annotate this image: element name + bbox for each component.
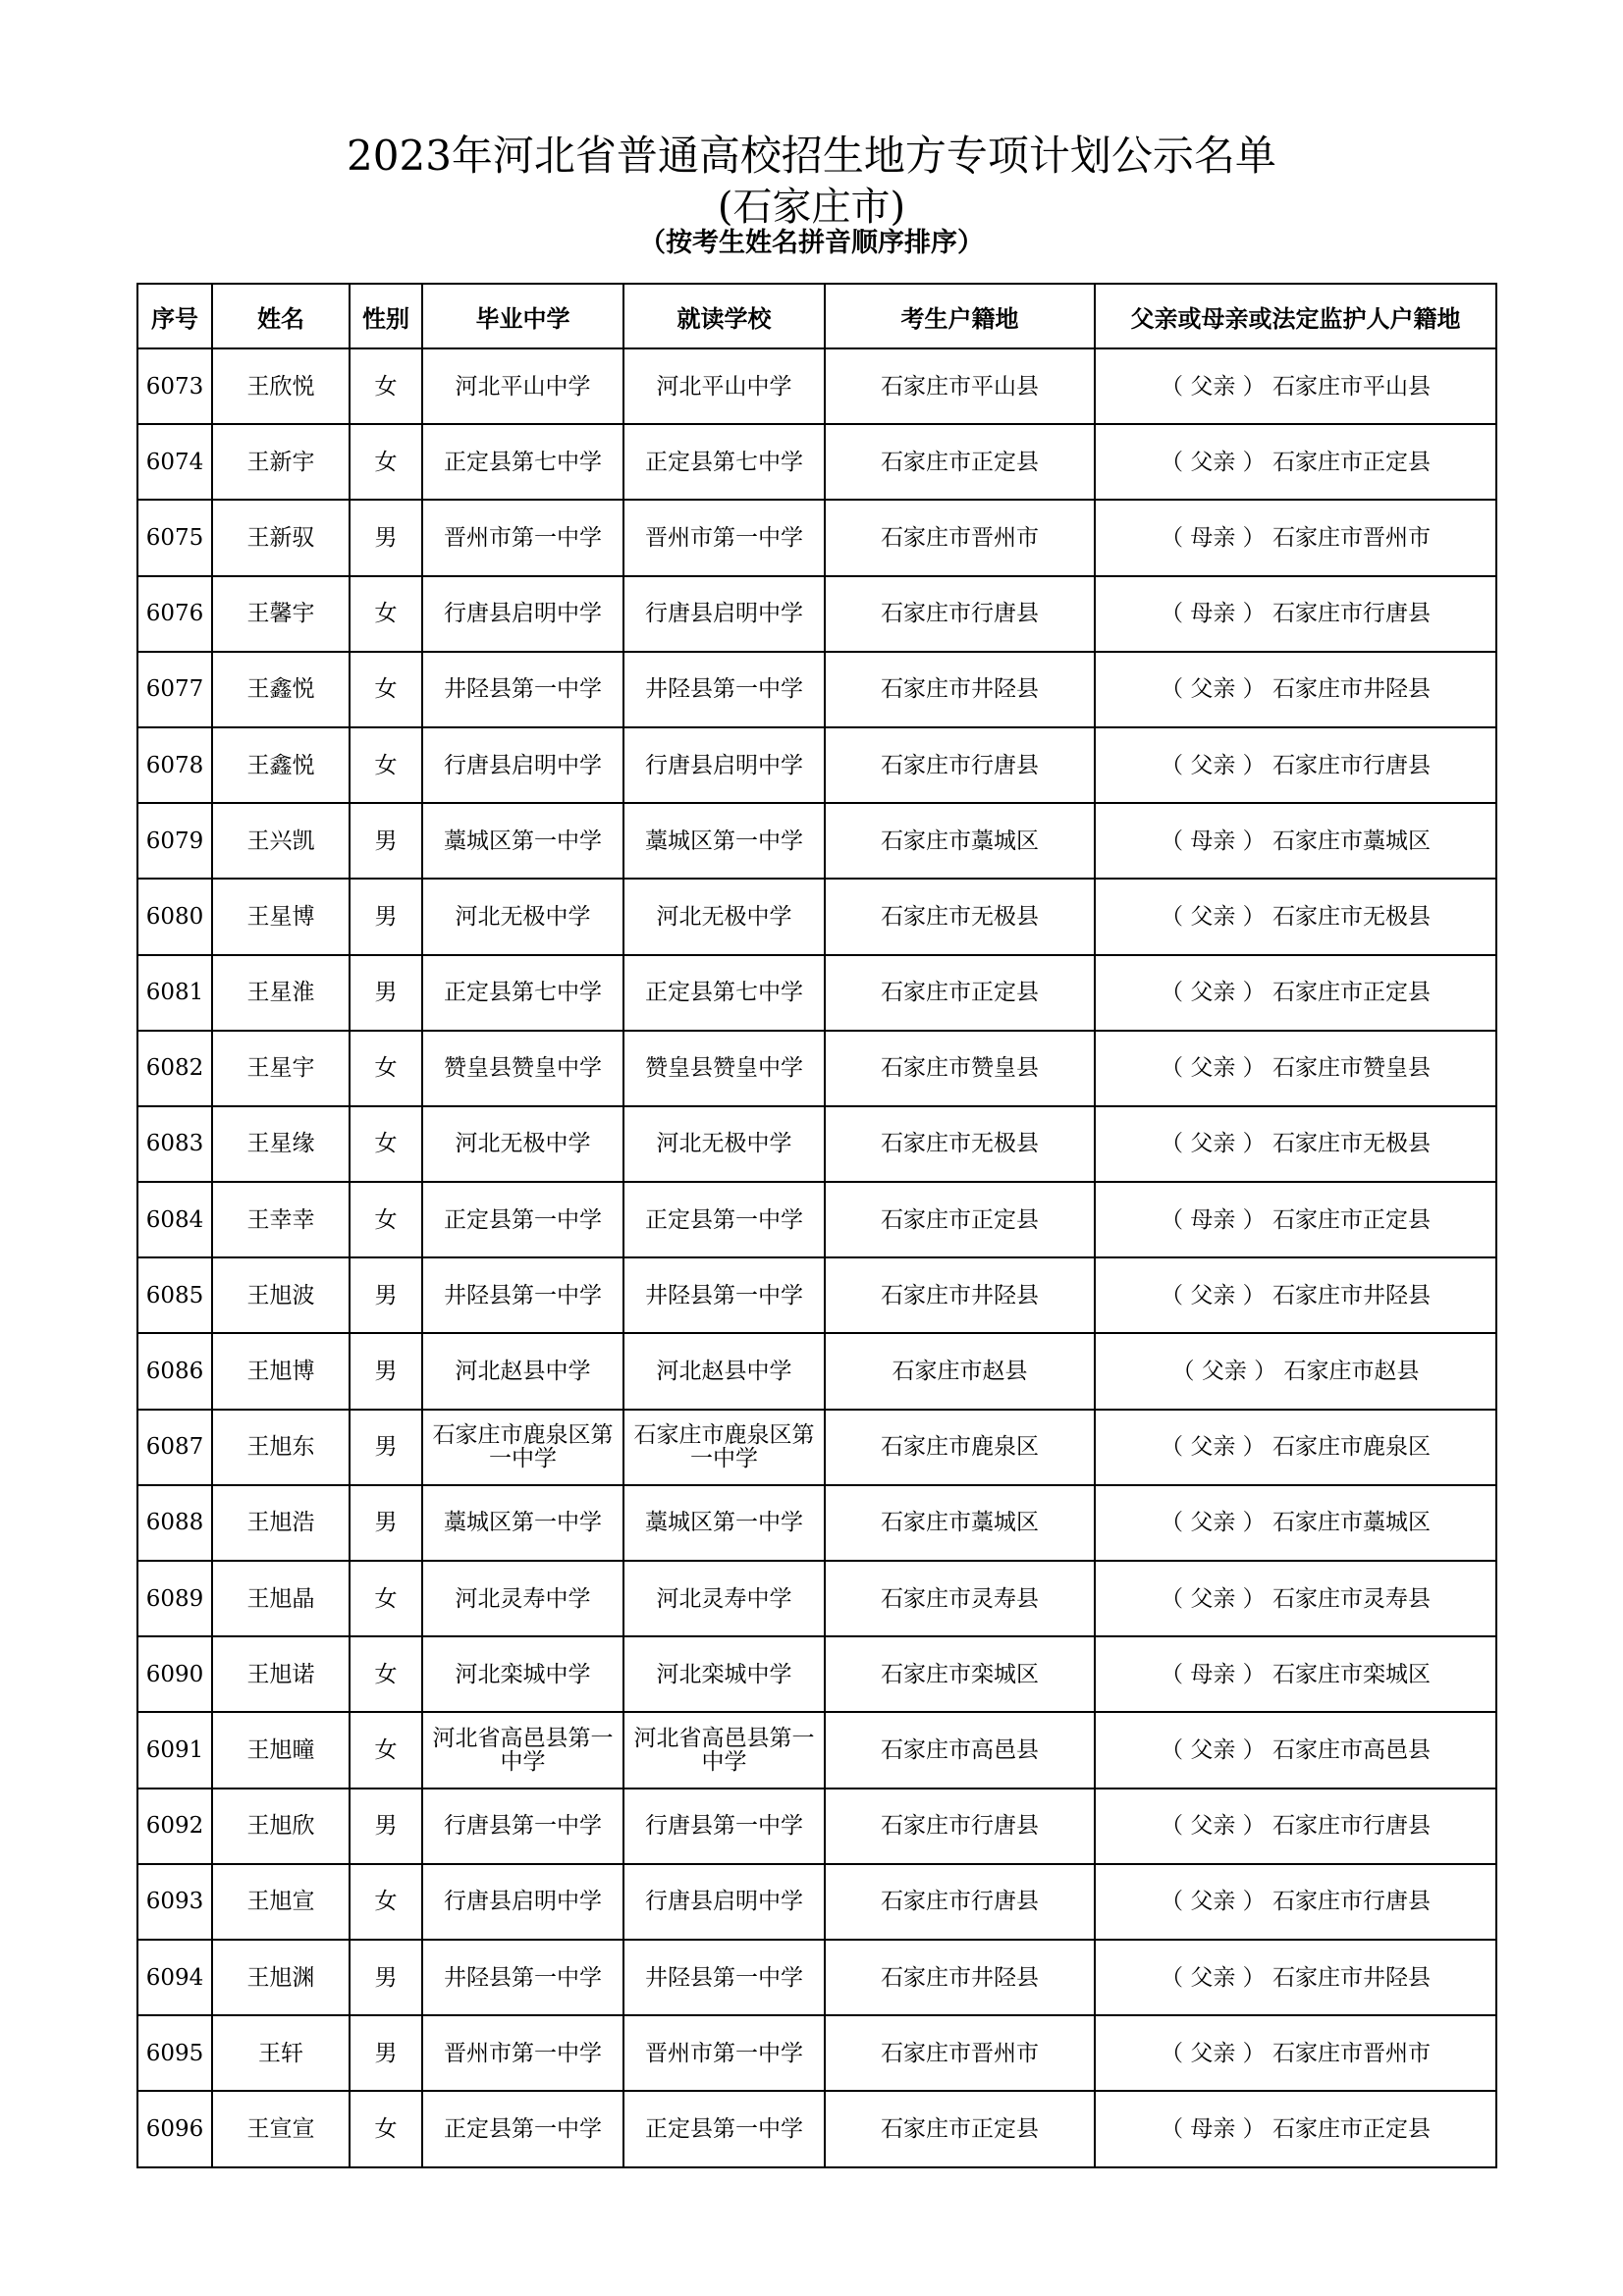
table-row (137, 1106, 1496, 1182)
cell-gender: 女 (350, 424, 422, 500)
candidate-table (136, 283, 1497, 2168)
cell-guardian-household: （ 母亲 ） 石家庄市藁城区 (1095, 803, 1496, 879)
cell-name: 王星缘 (212, 1106, 350, 1182)
cell-graduated-school: 藁城区第一中学 (422, 803, 623, 879)
cell-index: 6073 (137, 348, 212, 424)
cell-index: 6093 (137, 1864, 212, 1940)
cell-guardian-household: （ 父亲 ） 石家庄市晋州市 (1095, 2015, 1496, 2091)
cell-current-school: 行唐县第一中学 (623, 1789, 825, 1864)
table-row (137, 2015, 1496, 2091)
cell-gender: 女 (350, 727, 422, 803)
cell-name: 王星淮 (212, 955, 350, 1031)
cell-index: 6085 (137, 1257, 212, 1333)
cell-guardian-household: （ 父亲 ） 石家庄市灵寿县 (1095, 1561, 1496, 1636)
cell-name: 王鑫悦 (212, 652, 350, 727)
cell-guardian-household: （ 父亲 ） 石家庄市赵县 (1095, 1333, 1496, 1409)
cell-candidate-household: 石家庄市鹿泉区 (825, 1410, 1095, 1485)
cell-gender: 女 (350, 1712, 422, 1788)
cell-gender: 男 (350, 879, 422, 954)
cell-index: 6092 (137, 1789, 212, 1864)
cell-candidate-household: 石家庄市正定县 (825, 1182, 1095, 1257)
cell-current-school: 河北灵寿中学 (623, 1561, 825, 1636)
cell-candidate-household: 石家庄市行唐县 (825, 727, 1095, 803)
cell-gender: 男 (350, 2015, 422, 2091)
cell-graduated-school: 行唐县启明中学 (422, 727, 623, 803)
table-row (137, 2091, 1496, 2166)
cell-current-school: 井陉县第一中学 (623, 652, 825, 727)
cell-current-school: 藁城区第一中学 (623, 1485, 825, 1561)
cell-candidate-household: 石家庄市藁城区 (825, 1485, 1095, 1561)
cell-graduated-school: 河北省高邑县第一中学 (422, 1712, 623, 1788)
table-row (137, 424, 1496, 500)
cell-gender: 男 (350, 500, 422, 575)
cell-candidate-household: 石家庄市灵寿县 (825, 1561, 1095, 1636)
table-row (137, 500, 1496, 575)
cell-guardian-household: （ 父亲 ） 石家庄市井陉县 (1095, 1940, 1496, 2015)
cell-gender: 女 (350, 1636, 422, 1712)
cell-name: 王新宇 (212, 424, 350, 500)
cell-index: 6091 (137, 1712, 212, 1788)
cell-name: 王新驭 (212, 500, 350, 575)
cell-current-school: 赞皇县赞皇中学 (623, 1031, 825, 1106)
header-graduated-school: 毕业中学 (422, 284, 623, 348)
cell-candidate-household: 石家庄市正定县 (825, 955, 1095, 1031)
table-row (137, 879, 1496, 954)
table-row (137, 803, 1496, 879)
header-candidate-household: 考生户籍地 (825, 284, 1095, 348)
cell-candidate-household: 石家庄市赵县 (825, 1333, 1095, 1409)
cell-current-school: 河北栾城中学 (623, 1636, 825, 1712)
cell-current-school: 晋州市第一中学 (623, 500, 825, 575)
cell-current-school: 正定县第一中学 (623, 1182, 825, 1257)
cell-guardian-household: （ 父亲 ） 石家庄市无极县 (1095, 879, 1496, 954)
table-row (137, 1636, 1496, 1712)
table-row (137, 1182, 1496, 1257)
cell-graduated-school: 井陉县第一中学 (422, 652, 623, 727)
cell-candidate-household: 石家庄市行唐县 (825, 1789, 1095, 1864)
cell-guardian-household: （ 父亲 ） 石家庄市平山县 (1095, 348, 1496, 424)
cell-guardian-household: （ 父亲 ） 石家庄市鹿泉区 (1095, 1410, 1496, 1485)
cell-graduated-school: 藁城区第一中学 (422, 1485, 623, 1561)
table-row (137, 1410, 1496, 1485)
cell-index: 6079 (137, 803, 212, 879)
cell-guardian-household: （ 父亲 ） 石家庄市赞皇县 (1095, 1031, 1496, 1106)
cell-gender: 男 (350, 1940, 422, 2015)
cell-index: 6088 (137, 1485, 212, 1561)
cell-gender: 男 (350, 1410, 422, 1485)
cell-name: 王轩 (212, 2015, 350, 2091)
cell-index: 6094 (137, 1940, 212, 2015)
cell-guardian-household: （ 父亲 ） 石家庄市正定县 (1095, 955, 1496, 1031)
cell-graduated-school: 晋州市第一中学 (422, 500, 623, 575)
table-row (137, 1712, 1496, 1788)
cell-name: 王旭宣 (212, 1864, 350, 1940)
cell-current-school: 晋州市第一中学 (623, 2015, 825, 2091)
cell-candidate-household: 石家庄市无极县 (825, 879, 1095, 954)
cell-current-school: 藁城区第一中学 (623, 803, 825, 879)
cell-current-school: 河北无极中学 (623, 1106, 825, 1182)
cell-candidate-household: 石家庄市井陉县 (825, 652, 1095, 727)
cell-current-school: 河北平山中学 (623, 348, 825, 424)
table-row (137, 652, 1496, 727)
cell-graduated-school: 石家庄市鹿泉区第一中学 (422, 1410, 623, 1485)
cell-current-school: 石家庄市鹿泉区第一中学 (623, 1410, 825, 1485)
cell-graduated-school: 河北赵县中学 (422, 1333, 623, 1409)
cell-index: 6074 (137, 424, 212, 500)
cell-candidate-household: 石家庄市井陉县 (825, 1940, 1095, 2015)
cell-candidate-household: 石家庄市平山县 (825, 348, 1095, 424)
cell-candidate-household: 石家庄市藁城区 (825, 803, 1095, 879)
cell-gender: 男 (350, 955, 422, 1031)
cell-gender: 女 (350, 1864, 422, 1940)
cell-guardian-household: （ 父亲 ） 石家庄市行唐县 (1095, 1864, 1496, 1940)
cell-graduated-school: 井陉县第一中学 (422, 1940, 623, 2015)
cell-name: 王星博 (212, 879, 350, 954)
cell-graduated-school: 河北灵寿中学 (422, 1561, 623, 1636)
cell-guardian-household: （ 父亲 ） 石家庄市井陉县 (1095, 1257, 1496, 1333)
cell-guardian-household: （ 父亲 ） 石家庄市行唐县 (1095, 1789, 1496, 1864)
cell-index: 6077 (137, 652, 212, 727)
cell-gender: 女 (350, 1182, 422, 1257)
cell-gender: 女 (350, 2091, 422, 2166)
cell-name: 王鑫悦 (212, 727, 350, 803)
cell-name: 王旭渊 (212, 1940, 350, 2015)
cell-candidate-household: 石家庄市晋州市 (825, 500, 1095, 575)
cell-index: 6080 (137, 879, 212, 954)
cell-name: 王宣宣 (212, 2091, 350, 2166)
cell-guardian-household: （ 父亲 ） 石家庄市井陉县 (1095, 652, 1496, 727)
cell-candidate-household: 石家庄市无极县 (825, 1106, 1095, 1182)
cell-gender: 女 (350, 1106, 422, 1182)
cell-guardian-household: （ 父亲 ） 石家庄市藁城区 (1095, 1485, 1496, 1561)
table-row (137, 1257, 1496, 1333)
cell-graduated-school: 正定县第七中学 (422, 424, 623, 500)
cell-name: 王旭诺 (212, 1636, 350, 1712)
cell-guardian-household: （ 母亲 ） 石家庄市行唐县 (1095, 576, 1496, 652)
cell-candidate-household: 石家庄市行唐县 (825, 1864, 1095, 1940)
cell-gender: 男 (350, 1789, 422, 1864)
cell-gender: 男 (350, 1485, 422, 1561)
cell-graduated-school: 赞皇县赞皇中学 (422, 1031, 623, 1106)
cell-guardian-household: （ 父亲 ） 石家庄市高邑县 (1095, 1712, 1496, 1788)
cell-guardian-household: （ 母亲 ） 石家庄市正定县 (1095, 1182, 1496, 1257)
cell-current-school: 井陉县第一中学 (623, 1940, 825, 2015)
header-gender: 性别 (350, 284, 422, 348)
header-index: 序号 (137, 284, 212, 348)
cell-graduated-school: 正定县第一中学 (422, 2091, 623, 2166)
cell-name: 王旭浩 (212, 1485, 350, 1561)
cell-current-school: 井陉县第一中学 (623, 1257, 825, 1333)
cell-current-school: 河北省高邑县第一中学 (623, 1712, 825, 1788)
cell-index: 6087 (137, 1410, 212, 1485)
cell-candidate-household: 石家庄市行唐县 (825, 576, 1095, 652)
cell-guardian-household: （ 母亲 ） 石家庄市晋州市 (1095, 500, 1496, 575)
cell-name: 王旭波 (212, 1257, 350, 1333)
cell-index: 6075 (137, 500, 212, 575)
table-row (137, 727, 1496, 803)
cell-current-school: 河北赵县中学 (623, 1333, 825, 1409)
cell-candidate-household: 石家庄市正定县 (825, 2091, 1095, 2166)
cell-name: 王旭曈 (212, 1712, 350, 1788)
table-row (137, 1940, 1496, 2015)
table-row (137, 1333, 1496, 1409)
cell-graduated-school: 行唐县启明中学 (422, 576, 623, 652)
cell-guardian-household: （ 母亲 ） 石家庄市栾城区 (1095, 1636, 1496, 1712)
cell-index: 6096 (137, 2091, 212, 2166)
cell-name: 王星宇 (212, 1031, 350, 1106)
cell-graduated-school: 河北栾城中学 (422, 1636, 623, 1712)
cell-candidate-household: 石家庄市井陉县 (825, 1257, 1095, 1333)
cell-index: 6084 (137, 1182, 212, 1257)
cell-current-school: 行唐县启明中学 (623, 576, 825, 652)
cell-index: 6081 (137, 955, 212, 1031)
cell-graduated-school: 河北无极中学 (422, 879, 623, 954)
cell-candidate-household: 石家庄市赞皇县 (825, 1031, 1095, 1106)
cell-guardian-household: （ 父亲 ） 石家庄市无极县 (1095, 1106, 1496, 1182)
cell-graduated-school: 行唐县启明中学 (422, 1864, 623, 1940)
cell-graduated-school: 行唐县第一中学 (422, 1789, 623, 1864)
cell-index: 6082 (137, 1031, 212, 1106)
cell-current-school: 行唐县启明中学 (623, 727, 825, 803)
table-row (137, 1561, 1496, 1636)
page-subtitle: (石家庄市) (717, 185, 906, 230)
cell-graduated-school: 晋州市第一中学 (422, 2015, 623, 2091)
cell-graduated-school: 河北无极中学 (422, 1106, 623, 1182)
table-row (137, 348, 1496, 424)
page-title: 2023年河北省普通高校招生地方专项计划公示名单 (347, 132, 1276, 180)
header-name: 姓名 (212, 284, 350, 348)
cell-candidate-household: 石家庄市高邑县 (825, 1712, 1095, 1788)
header-current-school: 就读学校 (623, 284, 825, 348)
header-guardian-household: 父亲或母亲或法定监护人户籍地 (1095, 284, 1496, 348)
cell-current-school: 正定县第七中学 (623, 955, 825, 1031)
cell-index: 6078 (137, 727, 212, 803)
cell-index: 6076 (137, 576, 212, 652)
cell-guardian-household: （ 父亲 ） 石家庄市正定县 (1095, 424, 1496, 500)
cell-index: 6090 (137, 1636, 212, 1712)
cell-index: 6086 (137, 1333, 212, 1409)
cell-name: 王旭晶 (212, 1561, 350, 1636)
cell-gender: 男 (350, 1333, 422, 1409)
cell-graduated-school: 正定县第七中学 (422, 955, 623, 1031)
cell-candidate-household: 石家庄市晋州市 (825, 2015, 1095, 2091)
table-row (137, 955, 1496, 1031)
cell-gender: 男 (350, 803, 422, 879)
table-row (137, 1485, 1496, 1561)
cell-gender: 女 (350, 576, 422, 652)
cell-name: 王幸幸 (212, 1182, 350, 1257)
cell-current-school: 行唐县启明中学 (623, 1864, 825, 1940)
cell-guardian-household: （ 父亲 ） 石家庄市行唐县 (1095, 727, 1496, 803)
sort-note: （按考生姓名拼音顺序排序） (639, 228, 984, 258)
table-row (137, 1864, 1496, 1940)
cell-current-school: 正定县第一中学 (623, 2091, 825, 2166)
cell-current-school: 正定县第七中学 (623, 424, 825, 500)
cell-graduated-school: 井陉县第一中学 (422, 1257, 623, 1333)
cell-current-school: 河北无极中学 (623, 879, 825, 954)
cell-name: 王馨宇 (212, 576, 350, 652)
cell-candidate-household: 石家庄市栾城区 (825, 1636, 1095, 1712)
cell-name: 王欣悦 (212, 348, 350, 424)
table-row (137, 576, 1496, 652)
cell-name: 王旭东 (212, 1410, 350, 1485)
table-row (137, 1031, 1496, 1106)
cell-index: 6083 (137, 1106, 212, 1182)
cell-graduated-school: 河北平山中学 (422, 348, 623, 424)
cell-gender: 女 (350, 1561, 422, 1636)
cell-name: 王旭博 (212, 1333, 350, 1409)
cell-index: 6089 (137, 1561, 212, 1636)
cell-graduated-school: 正定县第一中学 (422, 1182, 623, 1257)
cell-gender: 女 (350, 1031, 422, 1106)
cell-gender: 女 (350, 348, 422, 424)
table-row (137, 1789, 1496, 1864)
cell-candidate-household: 石家庄市正定县 (825, 424, 1095, 500)
cell-name: 王旭欣 (212, 1789, 350, 1864)
cell-guardian-household: （ 母亲 ） 石家庄市正定县 (1095, 2091, 1496, 2166)
cell-name: 王兴凯 (212, 803, 350, 879)
table-header-row (137, 284, 1496, 348)
cell-gender: 女 (350, 652, 422, 727)
cell-index: 6095 (137, 2015, 212, 2091)
cell-gender: 男 (350, 1257, 422, 1333)
